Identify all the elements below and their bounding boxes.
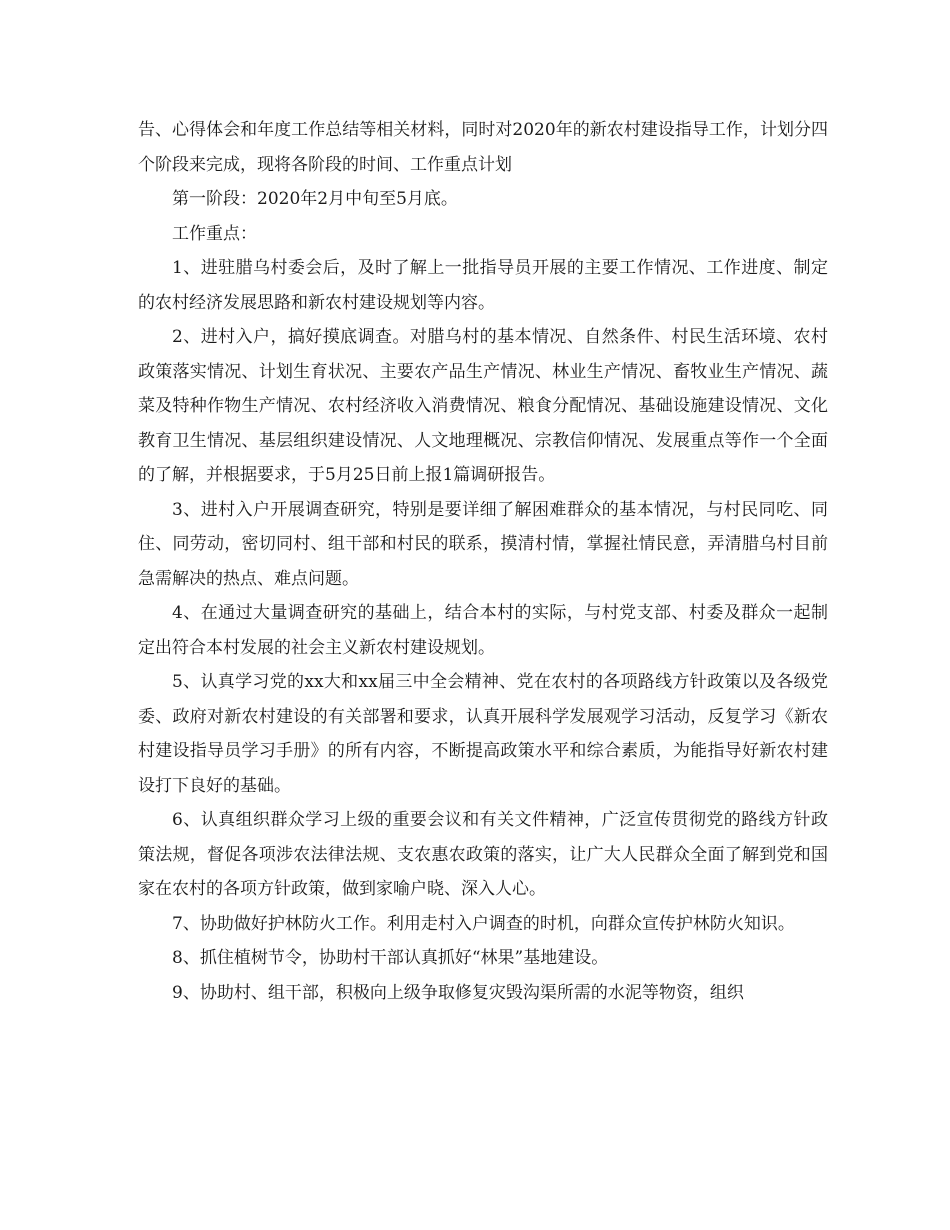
paragraph-item-4: 4、在通过大量调查研究的基础上，结合本村的实际，与村党支部、村委及群众一起制定出符合本村发展的社会主义新农村建设规划。 (138, 603, 828, 658)
paragraph-continuation: 告、心得体会和年度工作总结等相关材料，同时对2020年的新农村建设指导工作，计划分四个阶段来完成，现将各阶段的时间、工作重点计划 (138, 120, 828, 175)
paragraph-item-8: 8、抓住植树节令，协助村干部认真抓好“林果”基地建设。 (172, 948, 609, 968)
paragraph-phase-one: 第一阶段：2020年2月中旬至5月底。 (172, 189, 458, 209)
paragraph-item-9: 9、协助村、组干部，积极向上级争取修复灾毁沟渠所需的水泥等物资，组织 (172, 982, 744, 1003)
paragraph-work-focus-heading: 工作重点： (172, 223, 257, 244)
paragraph-item-7: 7、协助做好护林防火工作。利用走村入户调查的时机，向群众宣传护林防火知识。 (172, 913, 795, 934)
paragraph-item-5: 5、认真学习党的xx大和xx届三中全会精神、党在农村的各项路线方针政策以及各级党委、政府对新农村建设的有关部署和要求，认真开展科学发展观学习活动，反复学习《新农村建设指导员学习手册》的所有内容，不断提高政策水平和综合素质，为能指导好新农村建设打下良好的基础。 (138, 672, 828, 796)
document-body (138, 113, 828, 1010)
paragraph-item-2: 2、进村入户，搞好摸底调查。对腊乌村的基本情况、自然条件、村民生活环境、农村政策落实情况、计划生育状况、主要农产品生产情况、林业生产情况、畜牧业生产情况、蔬菜及特种作物生产情况、农村经济收入消费情况、粮食分配情况、基础设施建设情况、文化教育卫生情况、基层组织建设情况、人文地理概况、宗教信仰情况、发展重点等作一个全面的了解，并根据要求，于5月25日前上报1篇调研报告。 (138, 327, 828, 485)
paragraph-item-3: 3、进村入户开展调查研究，特别是要详细了解困难群众的基本情况，与村民同吃、同住、同劳动，密切同村、组干部和村民的联系，摸清村情，掌握社情民意，弄清腊乌村目前急需解决的热点、难点问题。 (138, 499, 828, 589)
paragraph-item-1: 1、进驻腊乌村委会后，及时了解上一批指导员开展的主要工作情况、工作进度、制定的农村经济发展思路和新农村建设规划等内容。 (138, 258, 828, 313)
paragraph-item-6: 6、认真组织群众学习上级的重要会议和有关文件精神，广泛宣传贯彻党的路线方针政策法规，督促各项涉农法律法规、支农惠农政策的落实，让广大人民群众全面了解到党和国家在农村的各项方针政策，做到家喻户晓、深入人心。 (138, 810, 828, 899)
